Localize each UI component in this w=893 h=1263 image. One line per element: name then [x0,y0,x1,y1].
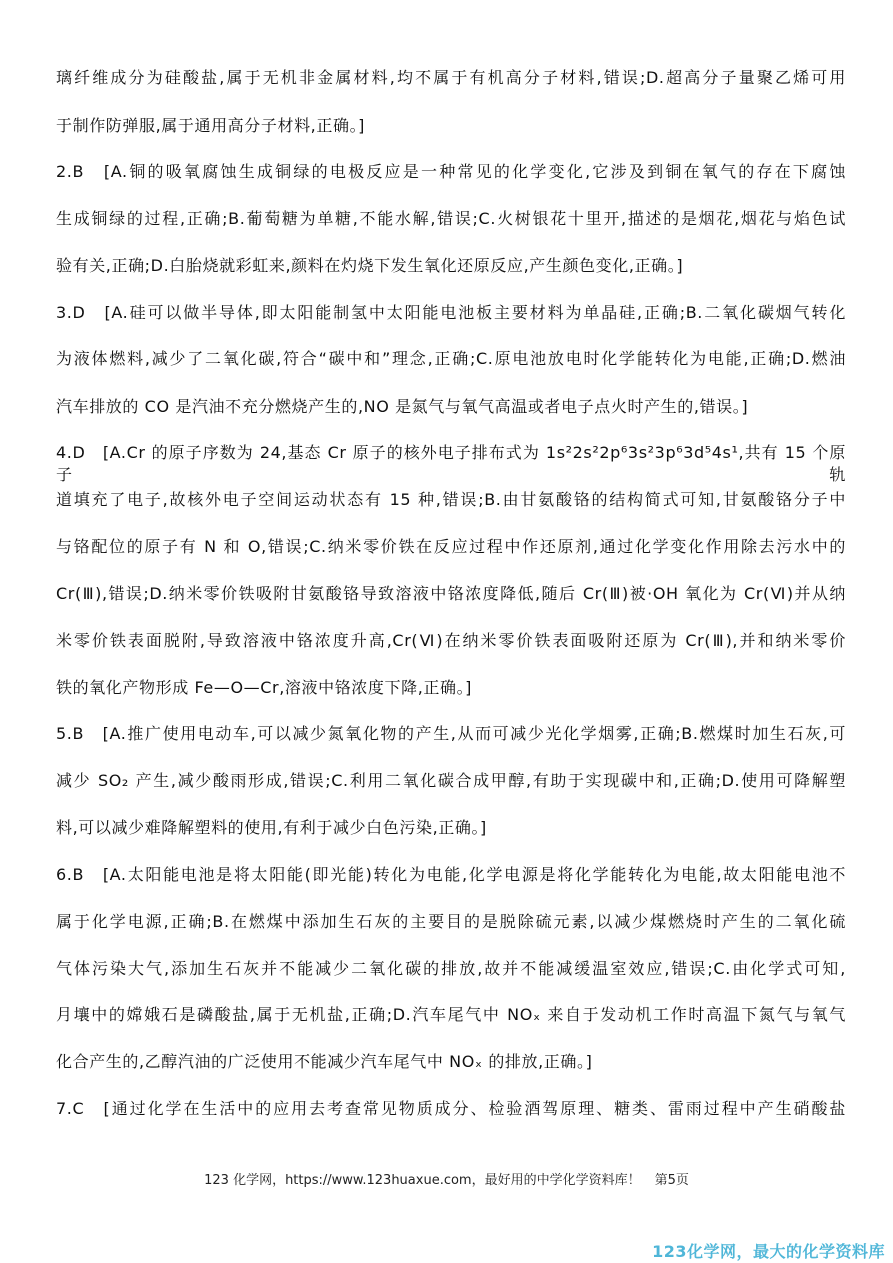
text-line: 铁的氧化产物形成 Fe—O—Cr,溶液中铬浓度下降,正确。] [56,678,473,697]
text-line: 气体污染大气,添加生石灰并不能减少二氧化碳的排放,故并不能减缓温室效应,错误;C.由化学式可知, [56,959,846,978]
text-line: 验有关,正确;D.白胎烧就彩虹来,颜料在灼烧下发生氧化还原反应,产生颜色变化,正确。] [56,256,684,275]
text-line: 米零价铁表面脱附,导致溶液中铬浓度升高,Cr(Ⅵ)在纳米零价铁表面吸附还原为 Cr(Ⅲ),并和纳米零价 [56,631,846,650]
text-line: 化合产生的,乙醇汽油的广泛使用不能减少汽车尾气中 NOₓ 的排放,正确。] [56,1052,593,1071]
page-number: 第5页 [654,1173,689,1188]
text-line: 生成铜绿的过程,正确;B.葡萄糖为单糖,不能水解,错误;C.火树银花十里开,描述的是烟花,烟花与焰色试 [56,209,846,228]
text-line: 4.D [A.Cr 的原子序数为 24,基态 Cr 原子的核外电子排布式为 1s²2s²2p⁶3s²3p⁶3d⁵4s¹,共有 15 个原子轨 [56,443,846,484]
text-line: Cr(Ⅲ),错误;D.纳米零价铁吸附甘氨酸铬导致溶液中铬浓度降低,随后 Cr(Ⅲ)被·OH 氧化为 Cr(Ⅵ)并从纳 [56,584,846,603]
text-line: 3.D [A.硅可以做半导体,即太阳能制氢中太阳能电池板主要材料为单晶硅,正确;B.二氧化碳烟气转化 [56,303,846,322]
text-line: 于制作防弹服,属于通用高分子材料,正确。] [56,116,366,135]
text-line: 为液体燃料,减少了二氧化碳,符合“碳中和”理念,正确;C.原电池放电时化学能转化为电能,正确;D.燃油 [56,349,846,368]
watermark: 123化学网，最大的化学资料库 [652,1242,885,1261]
text-line: 减少 SO₂ 产生,减少酸雨形成,错误;C.利用二氧化碳合成甲醇,有助于实现碳中和,正确;D.使用可降解塑 [56,771,846,790]
text-line: 与铬配位的原子有 N 和 O,错误;C.纳米零价铁在反应过程中作还原剂,通过化学变化作用除去污水中的 [56,537,846,556]
text-line: 汽车排放的 CO 是汽油不充分燃烧产生的,NO 是氮气与氧气高温或者电子点火时产生的,错误。] [56,397,749,416]
text-line: 月壤中的嫦娥石是磷酸盐,属于无机盐,正确;D.汽车尾气中 NOₓ 来自于发动机工作时高温下氮气与氧气 [56,1005,846,1024]
text-line: 7.C [通过化学在生活中的应用去考查常见物质成分、检验酒驾原理、糖类、雷雨过程中产生硝酸盐 [56,1099,846,1118]
footer-text: 123 化学网，https://www.123huaxue.com，最好用的中学化学资料库！ [204,1173,641,1188]
page-footer [0,1169,893,1188]
text-line: 道填充了电子,故核外电子空间运动状态有 15 种,错误;B.由甘氨酸铬的结构简式可知,甘氨酸铬分子中 [56,490,846,509]
text-line: 2.B [A.铜的吸氧腐蚀生成铜绿的电极反应是一种常见的化学变化,它涉及到铜在氧气的存在下腐蚀 [56,162,846,181]
text-line: 5.B [A.推广使用电动车,可以减少氮氧化物的产生,从而可减少光化学烟雾,正确;B.燃煤时加生石灰,可 [56,724,846,743]
text-line: 料,可以减少难降解塑料的使用,有利于减少白色污染,正确。] [56,818,487,837]
text-line: 属于化学电源,正确;B.在燃煤中添加生石灰的主要目的是脱除硫元素,以减少煤燃烧时产生的二氧化硫 [56,912,846,931]
text-line: 6.B [A.太阳能电池是将太阳能(即光能)转化为电能,化学电源是将化学能转化为电能,故太阳能电池不 [56,865,846,884]
text-line: 璃纤维成分为硅酸盐,属于无机非金属材料,均不属于有机高分子材料,错误;D.超高分子量聚乙烯可用 [56,68,846,87]
